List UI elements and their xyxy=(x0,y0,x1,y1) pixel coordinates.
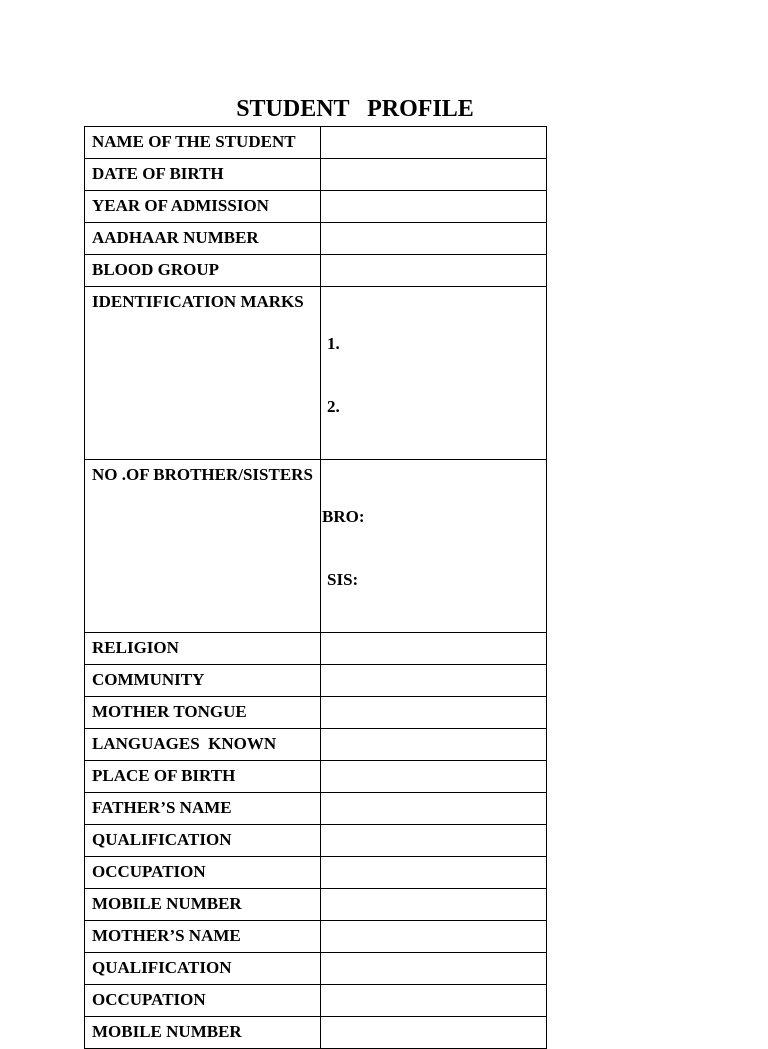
field-label: PLACE OF BIRTH xyxy=(85,761,321,793)
field-value[interactable] xyxy=(321,953,547,985)
field-label: IDENTIFICATION MARKS xyxy=(85,287,321,460)
field-label: MOBILE NUMBER xyxy=(85,1017,321,1049)
field-value[interactable] xyxy=(321,460,547,633)
field-label: QUALIFICATION xyxy=(85,825,321,857)
table-row xyxy=(85,191,547,223)
table-row xyxy=(85,633,547,665)
field-label: AADHAAR NUMBER xyxy=(85,223,321,255)
field-label: BLOOD GROUP xyxy=(85,255,321,287)
table-row xyxy=(85,953,547,985)
field-value[interactable] xyxy=(321,255,547,287)
field-label: NAME OF THE STUDENT xyxy=(85,127,321,159)
field-value[interactable] xyxy=(321,761,547,793)
table-row xyxy=(85,127,547,159)
field-value[interactable] xyxy=(321,287,547,460)
field-value[interactable] xyxy=(321,825,547,857)
field-value[interactable] xyxy=(321,127,547,159)
table-row xyxy=(85,985,547,1017)
field-label: DATE OF BIRTH xyxy=(85,159,321,191)
field-value[interactable] xyxy=(321,921,547,953)
brothers-count-label: BRO: xyxy=(322,507,365,526)
field-value[interactable] xyxy=(321,191,547,223)
identification-mark-1: 1. xyxy=(327,334,340,353)
field-label: COMMUNITY xyxy=(85,665,321,697)
sisters-count-label: SIS: xyxy=(327,570,359,589)
identification-mark-2: 2. xyxy=(327,397,340,416)
table-row xyxy=(85,697,547,729)
table-row xyxy=(85,460,547,633)
table-row xyxy=(85,287,547,460)
field-label: MOBILE NUMBER xyxy=(85,889,321,921)
field-label: OCCUPATION xyxy=(85,985,321,1017)
field-value[interactable] xyxy=(321,633,547,665)
field-label: RELIGION xyxy=(85,633,321,665)
table-row xyxy=(85,793,547,825)
table-row xyxy=(85,825,547,857)
field-label: MOTHER TONGUE xyxy=(85,697,321,729)
table-row xyxy=(85,223,547,255)
field-label: MOTHER’S NAME xyxy=(85,921,321,953)
table-row xyxy=(85,255,547,287)
field-value[interactable] xyxy=(321,223,547,255)
field-value[interactable] xyxy=(321,697,547,729)
field-value[interactable] xyxy=(321,889,547,921)
field-value[interactable] xyxy=(321,793,547,825)
table-row xyxy=(85,921,547,953)
page-title: STUDENT PROFILE xyxy=(236,96,474,122)
field-label: QUALIFICATION xyxy=(85,953,321,985)
field-value[interactable] xyxy=(321,729,547,761)
field-label: FATHER’S NAME xyxy=(85,793,321,825)
field-value[interactable] xyxy=(321,985,547,1017)
field-label: OCCUPATION xyxy=(85,857,321,889)
table-row xyxy=(85,665,547,697)
table-row xyxy=(85,729,547,761)
field-value[interactable] xyxy=(321,1017,547,1049)
table-row xyxy=(85,761,547,793)
table-row xyxy=(85,1017,547,1049)
field-value[interactable] xyxy=(321,159,547,191)
field-label: LANGUAGES KNOWN xyxy=(85,729,321,761)
table-row xyxy=(85,857,547,889)
field-label: YEAR OF ADMISSION xyxy=(85,191,321,223)
field-value[interactable] xyxy=(321,665,547,697)
table-row xyxy=(85,889,547,921)
student-profile-table xyxy=(84,126,547,1049)
field-label: NO .OF BROTHER/SISTERS xyxy=(85,460,321,633)
table-row xyxy=(85,159,547,191)
field-value[interactable] xyxy=(321,857,547,889)
